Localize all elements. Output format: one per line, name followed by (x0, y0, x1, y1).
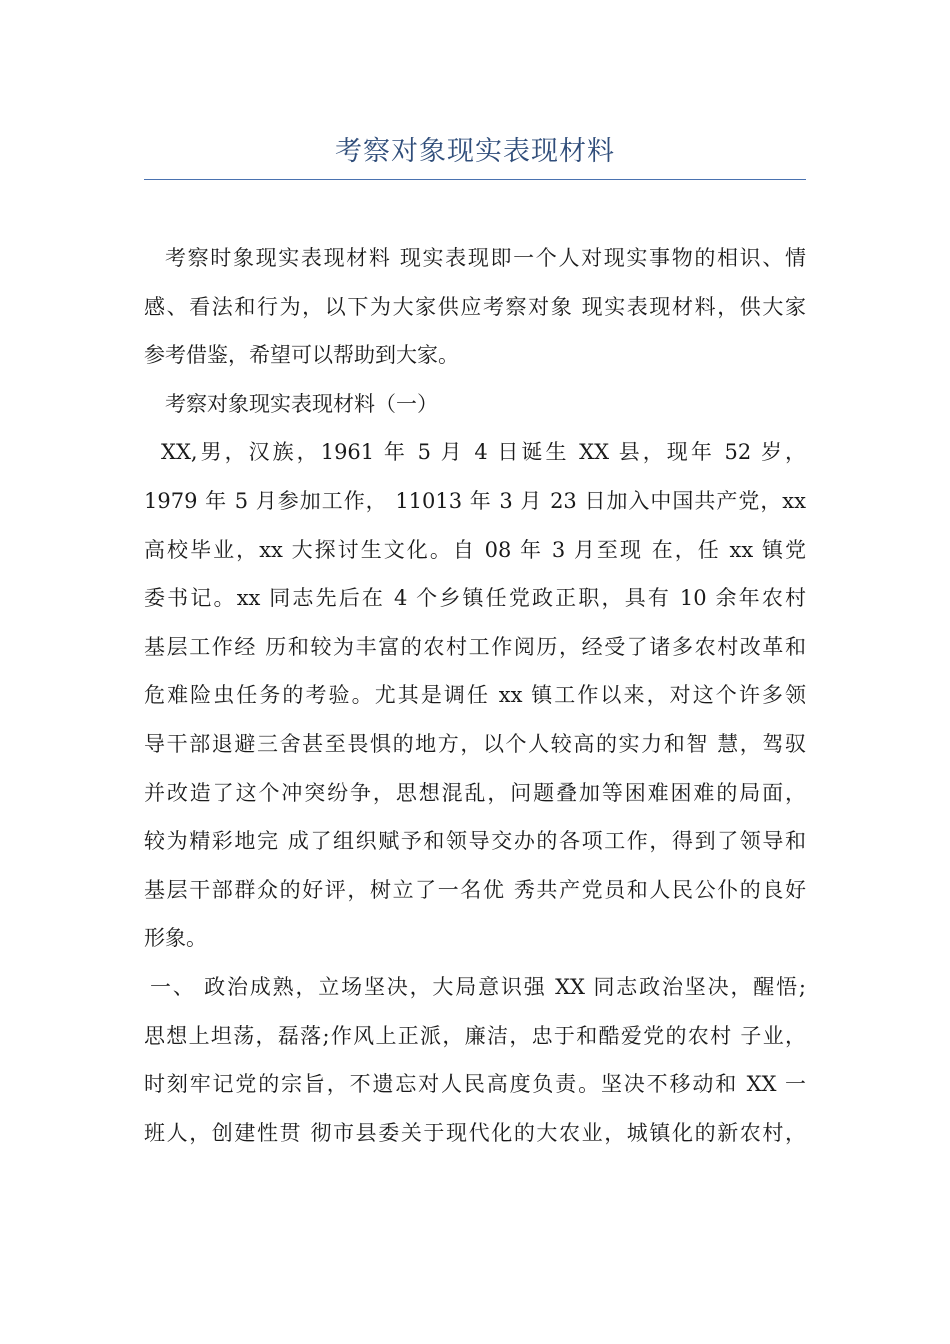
paragraph-line: 危难险虫任务的考验。尤其是调任 xx 镇工作以来，对这个许多领 (144, 683, 806, 708)
paragraph-line: 1979 年 5 月参加工作， 11013 年 3 月 23 日加入中国共产党，xx (144, 488, 806, 513)
document-body (144, 234, 806, 1157)
paragraph-line: 考察时象现实表现材料 现实表现即一个人对现实事物的相识、情 (165, 246, 806, 270)
paragraph-line: 感、看法和行为，以下为大家供应考察对象 现实表现材料，供大家 (144, 294, 806, 319)
section-heading: 考察对象现实表现材料（一） (165, 391, 438, 416)
paragraph-line: 基层干部群众的好评，树立了一名优 秀共产党员和人民公仆的良好 (144, 877, 806, 902)
paragraph-line: 高校毕业，xx 大探讨生文化。自 08 年 3 月至现 在，任 xx 镇党 (144, 537, 806, 562)
paragraph-line: 一、 政治成熟，立场坚决，大局意识强 XX 同志政治坚决，醒悟; (150, 974, 806, 999)
paragraph-line: 参考借鉴，希望可以帮助到大家。 (144, 343, 459, 368)
document-title: 考察对象现实表现材料 (335, 136, 615, 167)
paragraph-line: 时刻牢记党的宗旨，不遗忘对人民高度负责。坚决不移动和 XX 一 (144, 1072, 806, 1097)
title-underline (144, 179, 806, 180)
paragraph-line: 形象。 (144, 926, 207, 951)
paragraph-line: 较为精彩地完 成了组织赋予和领导交办的各项工作，得到了领导和 (144, 829, 806, 854)
paragraph-line: 委书记。xx 同志先后在 4 个乡镇任党政正职，具有 10 余年农村 (144, 586, 806, 611)
paragraph-line: 基层工作经 历和较为丰富的农村工作阅历，经受了诸多农村改革和 (144, 634, 806, 659)
paragraph-line: 导干部退避三舍甚至畏惧的地方，以个人较高的实力和智 慧，驾驭 (144, 731, 806, 756)
paragraph-line: 思想上坦荡，磊落;作风上正派，廉洁，忠于和酷爱党的农村 子业， (144, 1023, 806, 1048)
paragraph-line: 并改造了这个冲突纷争，思想混乱，问题叠加等困难困难的局面， (144, 780, 806, 805)
paragraph-line: XX,男，汉族，1961 年 5 月 4 日诞生 XX 县，现年 52 岁， (161, 440, 806, 465)
paragraph-line: 班人，创建性贯 彻市县委关于现代化的大农业，城镇化的新农村， (144, 1120, 806, 1145)
